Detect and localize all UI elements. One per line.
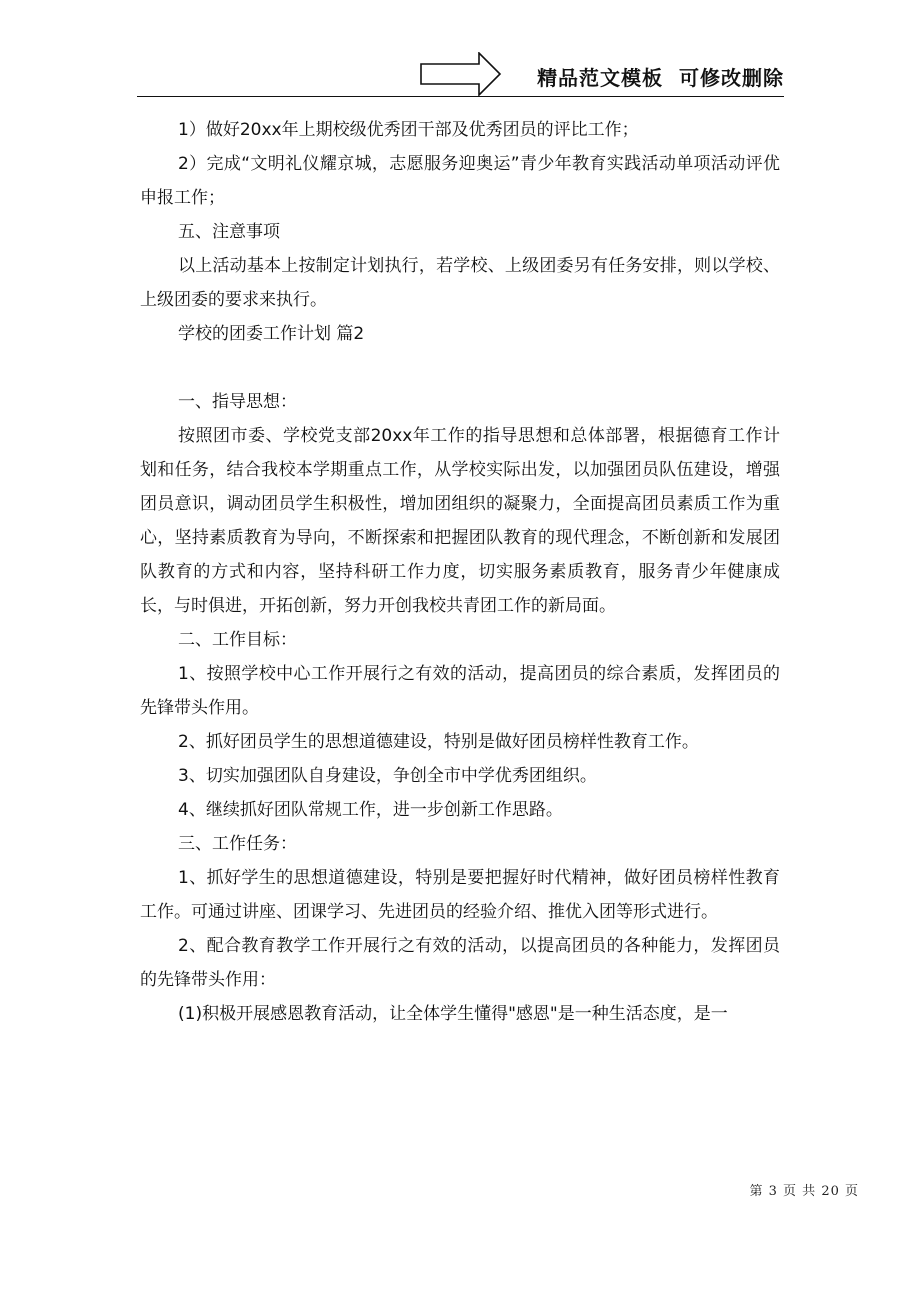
paragraph: 3、切实加强团队自身建设，争创全市中学优秀团组织。: [178, 766, 597, 786]
right-arrow-icon: [419, 52, 503, 96]
header-title: 精品范文模板 可修改删除: [537, 66, 784, 90]
paragraph: 按照团市委、学校党支部20xx年工作的指导思想和总体部署，根据德育工作计划和任务，结合我校本学期重点工作，从学校实际出发，以加强团员队伍建设，增强团员意识，调动团员学生积极性，增加团组织的凝聚力，全面提高团员素质工作为重心，坚持素质教育为导向，不断探索和把握团队教育的现代理念，不断创新和发展团队教育的方式和内容，坚持科研工作力度，切实服务素质教育，服务青少年健康成长，与时俱进，开拓创新，努力开创我校共青团工作的新局面。: [140, 426, 780, 616]
section-heading: 一、指导思想：: [178, 392, 297, 412]
paragraph: 以上活动基本上按制定计划执行，若学校、上级团委另有任务安排，则以学校、上级团委的要求来执行。: [140, 256, 780, 310]
blank-line: [140, 351, 780, 385]
paragraph: 1、按照学校中心工作开展行之有效的活动，提高团员的综合素质，发挥团员的先锋带头作用。: [140, 664, 780, 718]
paragraph: 2、配合教育教学工作开展行之有效的活动，以提高团员的各种能力，发挥团员的先锋带头作用：: [140, 936, 780, 990]
section-heading: 三、工作任务：: [178, 834, 297, 854]
section-heading: 二、工作目标：: [178, 630, 297, 650]
header-divider: [137, 96, 784, 97]
paragraph: 2）完成“文明礼仪耀京城，志愿服务迎奥运”青少年教育实践活动单项活动评优申报工作；: [140, 154, 780, 208]
document-title: 学校的团委工作计划 篇2: [178, 324, 365, 344]
paragraph: 4、继续抓好团队常规工作，进一步创新工作思路。: [178, 800, 563, 820]
paragraph: 1）做好20xx年上期校级优秀团干部及优秀团员的评比工作；: [178, 120, 639, 140]
section-heading: 五、注意事项: [178, 222, 280, 242]
paragraph: (1)积极开展感恩教育活动，让全体学生懂得"感恩"是一种生活态度，是一: [178, 1004, 728, 1024]
paragraph: 2、抓好团员学生的思想道德建设，特别是做好团员榜样性教育工作。: [178, 732, 699, 752]
document-body: [140, 113, 780, 1031]
paragraph: 1、抓好学生的思想道德建设，特别是要把握好时代精神，做好团员榜样性教育工作。可通过讲座、团课学习、先进团员的经验介绍、推优入团等形式进行。: [140, 868, 780, 922]
page-number: 第 3 页 共 20 页: [749, 1184, 859, 1199]
page-header: [137, 50, 784, 100]
